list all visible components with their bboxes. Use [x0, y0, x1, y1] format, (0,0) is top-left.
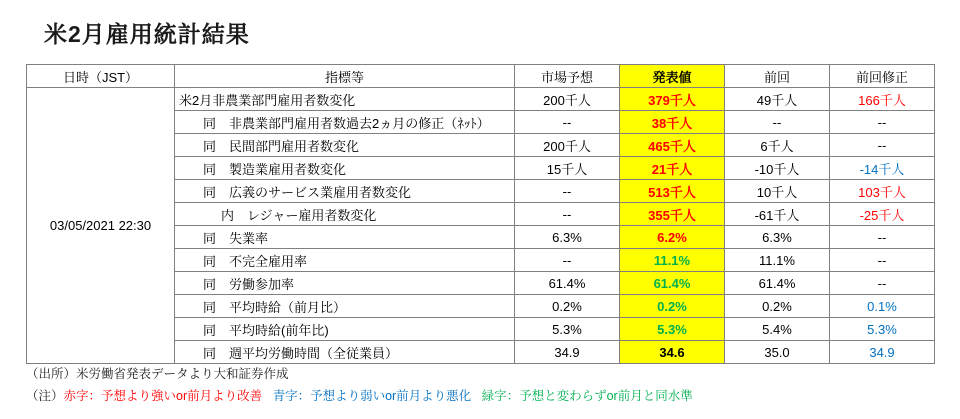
revised-value: 166千人 — [830, 88, 935, 111]
employment-stats-table-wrapper — [26, 64, 934, 364]
forecast-value: 34.9 — [515, 341, 620, 364]
indicator-label: 同 広義のサービス業雇用者数変化 — [175, 180, 515, 203]
previous-value: 61.4% — [725, 272, 830, 295]
revised-value: 103千人 — [830, 180, 935, 203]
actual-value: 34.6 — [620, 341, 725, 364]
previous-value: -10千人 — [725, 157, 830, 180]
header-actual: 発表値 — [620, 65, 725, 88]
table-header-row — [27, 65, 935, 88]
forecast-value: -- — [515, 203, 620, 226]
forecast-value: 15千人 — [515, 157, 620, 180]
indicator-label: 米2月非農業部門雇用者数変化 — [175, 88, 515, 111]
previous-value: -- — [725, 111, 830, 134]
header-revised: 前回修正 — [830, 65, 935, 88]
previous-value: 5.4% — [725, 318, 830, 341]
previous-value: 35.0 — [725, 341, 830, 364]
footnotes — [26, 364, 936, 408]
indicator-label: 同 民間部門雇用者数変化 — [175, 134, 515, 157]
legend-red: 赤字：予想より強いor前月より改善 — [63, 388, 263, 403]
indicator-label: 同 労働参加率 — [175, 272, 515, 295]
actual-value: 6.2% — [620, 226, 725, 249]
header-datetime: 日時（JST） — [27, 65, 175, 88]
actual-value: 61.4% — [620, 272, 725, 295]
previous-value: 0.2% — [725, 295, 830, 318]
indicator-label: 同 平均時給（前月比） — [175, 295, 515, 318]
revised-value: 0.1% — [830, 295, 935, 318]
table-row — [27, 88, 935, 111]
forecast-value: 61.4% — [515, 272, 620, 295]
indicator-label: 同 製造業雇用者数変化 — [175, 157, 515, 180]
indicator-label: 同 不完全雇用率 — [175, 249, 515, 272]
forecast-value: 5.3% — [515, 318, 620, 341]
forecast-value: -- — [515, 249, 620, 272]
legend-label: （注） — [26, 388, 64, 403]
revised-value: 5.3% — [830, 318, 935, 341]
legend-blue: 青字：予想より弱いor前月より悪化 — [272, 388, 472, 403]
previous-value: -61千人 — [725, 203, 830, 226]
forecast-value: -- — [515, 180, 620, 203]
indicator-label: 内 レジャー雇用者数変化 — [175, 203, 515, 226]
actual-value: 21千人 — [620, 157, 725, 180]
actual-value: 38千人 — [620, 111, 725, 134]
indicator-label: 同 週平均労働時間（全従業員） — [175, 341, 515, 364]
source-note: （出所）米労働省発表データより大和証券作成 — [26, 367, 289, 381]
legend-note — [26, 386, 936, 408]
indicator-label: 同 平均時給(前年比) — [175, 318, 515, 341]
revised-value: -14千人 — [830, 157, 935, 180]
employment-stats-table — [26, 64, 935, 364]
revised-value: -- — [830, 272, 935, 295]
actual-value: 513千人 — [620, 180, 725, 203]
actual-value: 465千人 — [620, 134, 725, 157]
header-indicator: 指標等 — [175, 65, 515, 88]
previous-value: 11.1% — [725, 249, 830, 272]
revised-value: -- — [830, 111, 935, 134]
actual-value: 0.2% — [620, 295, 725, 318]
revised-value: -- — [830, 134, 935, 157]
revised-value: -- — [830, 249, 935, 272]
previous-value: 49千人 — [725, 88, 830, 111]
actual-value: 5.3% — [620, 318, 725, 341]
previous-value: 10千人 — [725, 180, 830, 203]
revised-value: 34.9 — [830, 341, 935, 364]
legend-green: 緑字：予想と変わらずor前月と同水準 — [481, 388, 693, 403]
forecast-value: 6.3% — [515, 226, 620, 249]
forecast-value: 200千人 — [515, 88, 620, 111]
header-forecast: 市場予想 — [515, 65, 620, 88]
forecast-value: 0.2% — [515, 295, 620, 318]
forecast-value: -- — [515, 111, 620, 134]
indicator-label: 同 非農業部門雇用者数過去2ヵ月の修正（ﾈｯﾄ） — [175, 111, 515, 134]
revised-value: -25千人 — [830, 203, 935, 226]
indicator-label: 同 失業率 — [175, 226, 515, 249]
revised-value: -- — [830, 226, 935, 249]
actual-value: 11.1% — [620, 249, 725, 272]
previous-value: 6千人 — [725, 134, 830, 157]
forecast-value: 200千人 — [515, 134, 620, 157]
page-title: 米2月雇用統計結果 — [44, 21, 250, 47]
header-previous: 前回 — [725, 65, 830, 88]
previous-value: 6.3% — [725, 226, 830, 249]
actual-value: 379千人 — [620, 88, 725, 111]
release-datetime: 03/05/2021 22:30 — [27, 88, 175, 364]
actual-value: 355千人 — [620, 203, 725, 226]
